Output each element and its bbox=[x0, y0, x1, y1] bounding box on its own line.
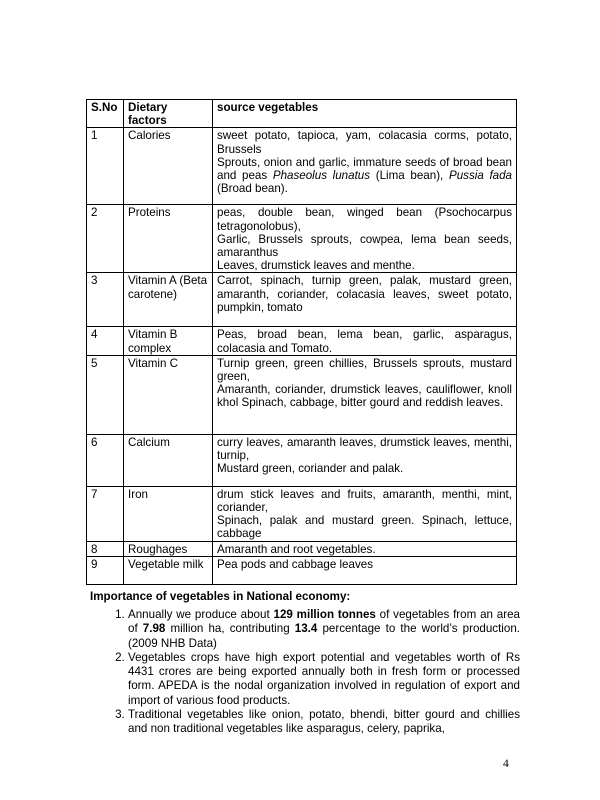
row-factor: Proteins bbox=[124, 205, 213, 273]
page-number: 4 bbox=[503, 757, 509, 770]
source-line: Turnip green, green chillies, Brussels sprouts, mustard green, bbox=[217, 356, 512, 384]
row-sources bbox=[213, 486, 517, 541]
dietary-sources-table bbox=[86, 99, 517, 585]
list-item: 2. Vegetables crops have high export potential and vegetables worth of Rs 4431 crores are being exported annually both in fresh form or processed form. APEDA is the nodal organization involved in regulation of export and import of various food products. bbox=[128, 651, 520, 708]
header-source-vegetables: source vegetables bbox=[213, 100, 517, 128]
table-row bbox=[87, 355, 517, 434]
scientific-name: Pussia fada bbox=[448, 169, 513, 183]
row-sources bbox=[213, 557, 517, 585]
header-sno: S.No bbox=[87, 100, 124, 128]
row-sno: 2 bbox=[87, 205, 124, 273]
table-row bbox=[87, 128, 517, 205]
row-sno: 3 bbox=[87, 273, 124, 327]
table-header-row bbox=[87, 100, 517, 128]
source-line: Sprouts, onion and garlic, immature seeds of broad bean and peas Phaseolus lunatus (Lima bean), Pussia fada (Broad bean). bbox=[217, 155, 513, 196]
list-item: 1. Annually we produce about 129 million tonnes of vegetables from an area of 7.98 million ha, contributing 13.4 percentage to the world’s production. (2009 NHB Data) bbox=[128, 608, 520, 651]
row-sno: 6 bbox=[87, 434, 124, 486]
economy-list bbox=[90, 608, 520, 737]
row-factor: Vitamin A (Beta carotene) bbox=[124, 273, 213, 327]
header-dietary-factors: Dietary factors bbox=[124, 100, 213, 128]
row-sno: 5 bbox=[87, 355, 124, 434]
row-factor: Roughages bbox=[124, 541, 213, 556]
source-line: Spinach, palak and mustard green. Spinach, lettuce, cabbage bbox=[217, 514, 512, 541]
table-row bbox=[87, 327, 517, 355]
source-line: Mustard green, coriander and palak. bbox=[217, 462, 404, 476]
source-line: peas, double bean, winged bean (Psochocarpus tetragonolobus), bbox=[217, 206, 512, 233]
row-sno: 9 bbox=[87, 557, 124, 585]
table-row bbox=[87, 273, 517, 327]
table-row bbox=[87, 434, 517, 486]
source-line: Peas, broad bean, lema bean, garlic, asparagus, colacasia and Tomato. bbox=[217, 328, 512, 355]
row-factor: Iron bbox=[124, 486, 213, 541]
row-sources bbox=[213, 541, 517, 556]
row-sources bbox=[213, 205, 517, 273]
row-sources bbox=[213, 434, 517, 486]
row-factor: Vitamin B complex bbox=[124, 327, 213, 355]
scientific-name: Phaseolus lunatus bbox=[272, 169, 371, 183]
source-line: drum stick leaves and fruits, amaranth, menthi, mint, coriander, bbox=[217, 487, 512, 515]
row-sources bbox=[213, 327, 517, 355]
list-item: 3. Traditional vegetables like onion, potato, bhendi, bitter gourd and chillies and non traditional vegetables like asparagus, celery, paprika, bbox=[128, 708, 520, 737]
source-line: sweet potato, tapioca, yam, colacasia corms, potato, Brussels bbox=[217, 129, 512, 156]
economy-section bbox=[90, 590, 520, 737]
row-factor: Vitamin C bbox=[124, 355, 213, 434]
row-sno: 1 bbox=[87, 128, 124, 205]
row-sno: 8 bbox=[87, 541, 124, 556]
row-factor: Calories bbox=[124, 128, 213, 205]
row-sources bbox=[213, 273, 517, 327]
source-line: curry leaves, amaranth leaves, drumstick leaves, menthi, turnip, bbox=[217, 435, 512, 463]
table-row bbox=[87, 486, 517, 541]
row-sno: 7 bbox=[87, 486, 124, 541]
source-line: Amaranth and root vegetables. bbox=[217, 542, 376, 556]
row-factor: Vegetable milk bbox=[124, 557, 213, 585]
row-sno: 4 bbox=[87, 327, 124, 355]
source-line: Leaves, drumstick leaves and menthe. bbox=[217, 259, 415, 273]
source-line: Garlic, Brussels sprouts, cowpea, lema bean seeds, amaranthus bbox=[217, 232, 512, 260]
table-row bbox=[87, 557, 517, 585]
source-line: Amaranth, coriander, drumstick leaves, cauliflower, knoll khol Spinach, cabbage, bitter gourd and reddish leaves. bbox=[217, 383, 512, 410]
table-row bbox=[87, 541, 517, 556]
row-factor: Calcium bbox=[124, 434, 213, 486]
row-sources bbox=[213, 355, 517, 434]
row-sources bbox=[213, 128, 517, 205]
section-heading: Importance of vegetables in National economy: bbox=[90, 590, 351, 603]
table-row bbox=[87, 205, 517, 273]
source-line: Carrot, spinach, turnip green, palak, mustard green, amaranth, coriander, colacasia leaves, sweet potato, pumpkin, tomato bbox=[217, 274, 512, 314]
source-line: Pea pods and cabbage leaves bbox=[217, 558, 373, 572]
